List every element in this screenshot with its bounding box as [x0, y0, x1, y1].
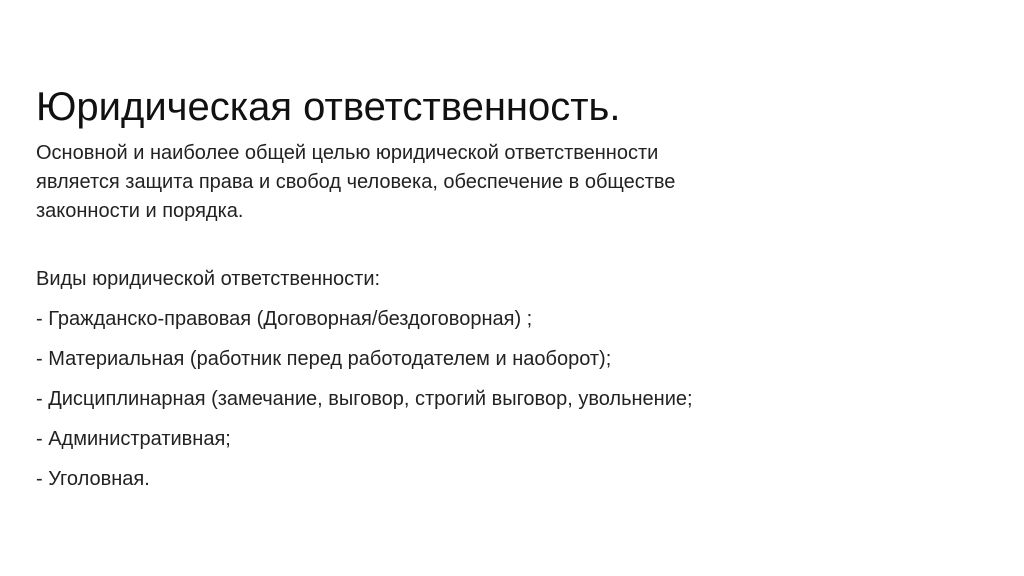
list-item-criminal: - Уголовная.	[36, 468, 150, 490]
intro-line: законности и порядка.	[36, 200, 244, 222]
list-item-material: - Материальная (работник перед работодателем и наоборот);	[36, 348, 612, 370]
list-item-disciplinary: - Дисциплинарная (замечание, выговор, строгий выговор, увольнение;	[36, 388, 693, 410]
intro-paragraph	[36, 139, 976, 226]
types-heading: Виды юридической ответственности:	[36, 268, 381, 290]
types-list	[36, 305, 976, 494]
list-item-administrative: - Административная;	[36, 428, 231, 450]
list-item-civil: - Гражданско-правовая (Договорная/бездоговорная) ;	[36, 308, 533, 330]
slide-title: Юридическая ответственность.	[36, 84, 621, 129]
slide-body	[36, 139, 976, 494]
intro-line: является защита права и свобод человека, обеспечение в обществе	[36, 171, 676, 193]
intro-line: Основной и наиболее общей целью юридической ответственности	[36, 142, 659, 164]
